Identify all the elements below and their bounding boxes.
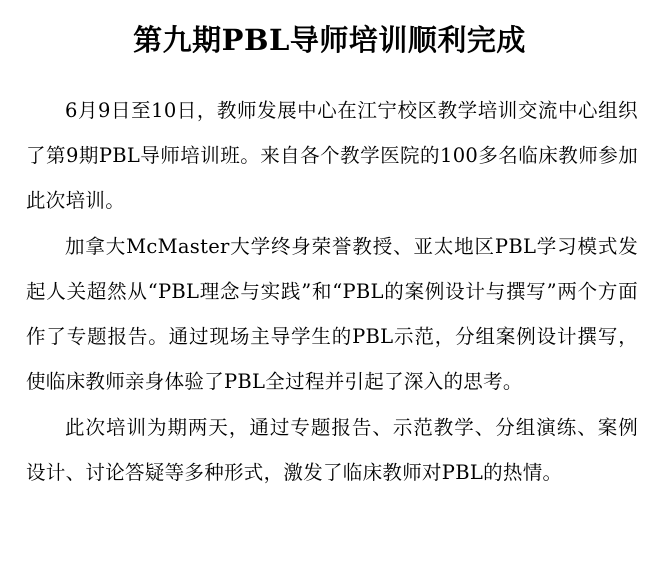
article-paragraph-3: 此次培训为期两天，通过专题报告、示范教学、分组演练、案例设计、讨论答疑等多种形式，激发了临床教师对PBL的热情。 [26, 416, 638, 484]
article-paragraph-2: 加拿大McMaster大学终身荣誉教授、亚太地区PBL学习模式发起人关超然从“PBL理念与实践”和“PBL的案例设计与撰写”两个方面作了专题报告。通过现场主导学生的PBL示范，分组案例设计撰写，使临床教师亲身体验了PBL全过程并引起了深入的思考。 [26, 235, 638, 393]
article-body [26, 88, 638, 496]
article-title: 第九期PBL导师培训顺利完成 [133, 23, 526, 57]
article-paragraph-1: 6月9日至10日，教师发展中心在江宁校区教学培训交流中心组织了第9期PBL导师培训班。来自各个教学医院的100多名临床教师参加此次培训。 [26, 99, 638, 212]
